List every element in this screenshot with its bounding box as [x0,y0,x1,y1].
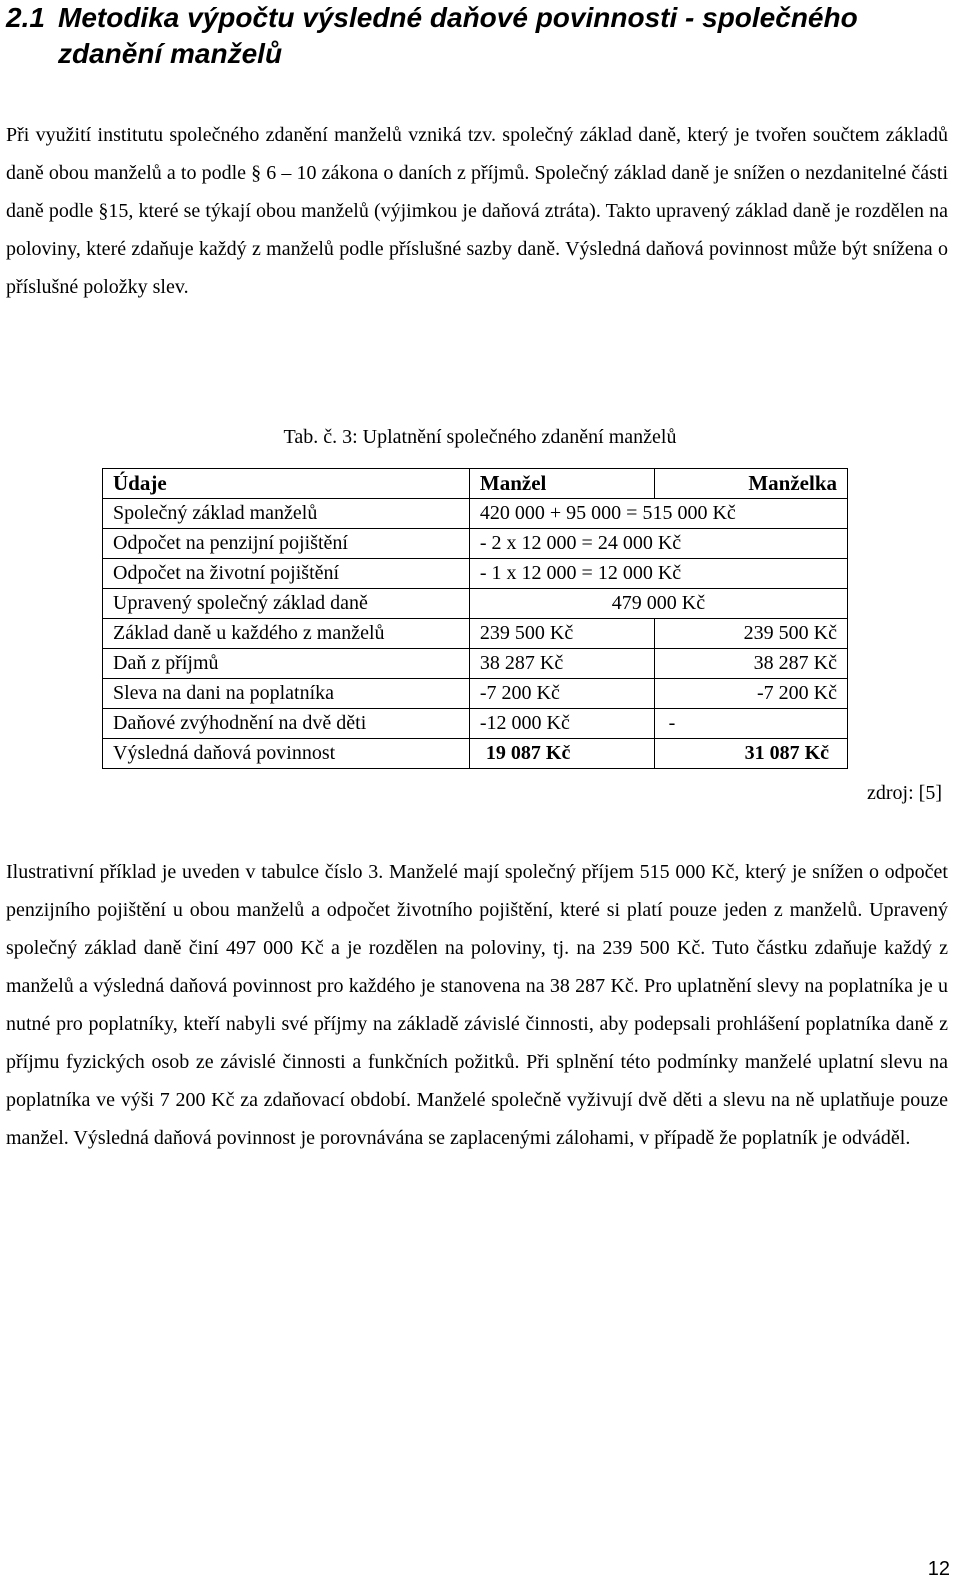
section-title-line2: zdanění manželů [58,38,283,69]
row-value: 420 000 + 95 000 = 515 000 Kč [469,499,847,529]
section-heading [6,0,946,72]
tax-table [102,468,848,769]
table-row [103,529,848,559]
header-wife: Manželka [654,469,847,499]
row-label: Základ daně u každého z manželů [103,619,470,649]
section-title-line1: Metodika výpočtu výsledné daňové povinnosti - společného [58,2,858,33]
table-row [103,649,848,679]
table-row [103,709,848,739]
row-label: Společný základ manželů [103,499,470,529]
section-number: 2.1 [6,2,45,33]
table-source: zdroj: [5] [867,782,942,804]
wife-value: 38 287 Kč [654,649,847,679]
header-label: Údaje [103,469,470,499]
row-label: Odpočet na penzijní pojištění [103,529,470,559]
husband-value: 38 287 Kč [469,649,654,679]
row-label: Sleva na dani na poplatníka [103,679,470,709]
intro-paragraph: Při využití institutu společného zdanění manželů vzniká tzv. společný základ daně, který je tvořen součtem základů daně obou manželů a to podle § 6 – 10 zákona o daních z příjmů. Společný základ daně je snížen o nezdanitelné části daně podle §15, které se týkají obou manželů (výjimkou je daňová ztráta). Takto upravený základ daně je rozdělen na poloviny, které zdaňuje každý z manželů podle příslušné sazby daně. Výsledná daňová povinnost může být snížena o příslušné položky slev. [6,124,948,298]
row-label: Odpočet na životní pojištění [103,559,470,589]
husband-value: 19 087 Kč [469,739,654,769]
table-row [103,739,848,769]
row-value: - 1 x 12 000 = 12 000 Kč [469,559,847,589]
table-row [103,559,848,589]
table-row [103,499,848,529]
table-row [103,619,848,649]
table-row [103,589,848,619]
husband-value: -12 000 Kč [469,709,654,739]
table-row [103,679,848,709]
row-label: Výsledná daňová povinnost [103,739,470,769]
row-label: Daň z příjmů [103,649,470,679]
row-value: 479 000 Kč [469,589,847,619]
wife-value: 239 500 Kč [654,619,847,649]
row-value: - 2 x 12 000 = 24 000 Kč [469,529,847,559]
row-label: Upravený společný základ daně [103,589,470,619]
row-label: Daňové zvýhodnění na dvě děti [103,709,470,739]
table-header-row [103,469,848,499]
wife-value: -7 200 Kč [654,679,847,709]
husband-value: -7 200 Kč [469,679,654,709]
wife-value: 31 087 Kč [654,739,847,769]
wife-value: - [654,709,847,739]
page-number: 12 [927,1558,950,1580]
header-husband: Manžel [469,469,654,499]
example-paragraph: Ilustrativní příklad je uveden v tabulce číslo 3. Manželé mají společný příjem 515 000 Kč, který je snížen o odpočet penzijního pojištění u obou manželů a odpočet životního pojištění, které si platí pouze jeden z manželů. Upravený společný základ daně činí 497 000 Kč a je rozdělen na poloviny, tj. na 239 500 Kč. Tuto částku zdaňuje každý z manželů a výsledná daňová povinnost pro každého je stanovena na 38 287 Kč. Pro uplatnění slevy na poplatníka je u nutné pro poplatníky, kteří nabyli své příjmy na základě závislé činnosti, aby podepsali prohlášení poplatníka daně z příjmu fyzických osob ze závislé činnosti a funkčních požitků. Při splnění této podmínky manželé uplatní slevu na poplatníka ve výši 7 200 Kč za zdaňovací období. Manželé společně vyživují dvě děti a slevu na ně uplatňuje pouze manžel. Výsledná daňová povinnost je porovnávána se zaplacenými zálohami, v případě že poplatník je odváděl. [6,861,948,1149]
husband-value: 239 500 Kč [469,619,654,649]
table-caption: Tab. č. 3: Uplatnění společného zdanění manželů [283,426,677,448]
